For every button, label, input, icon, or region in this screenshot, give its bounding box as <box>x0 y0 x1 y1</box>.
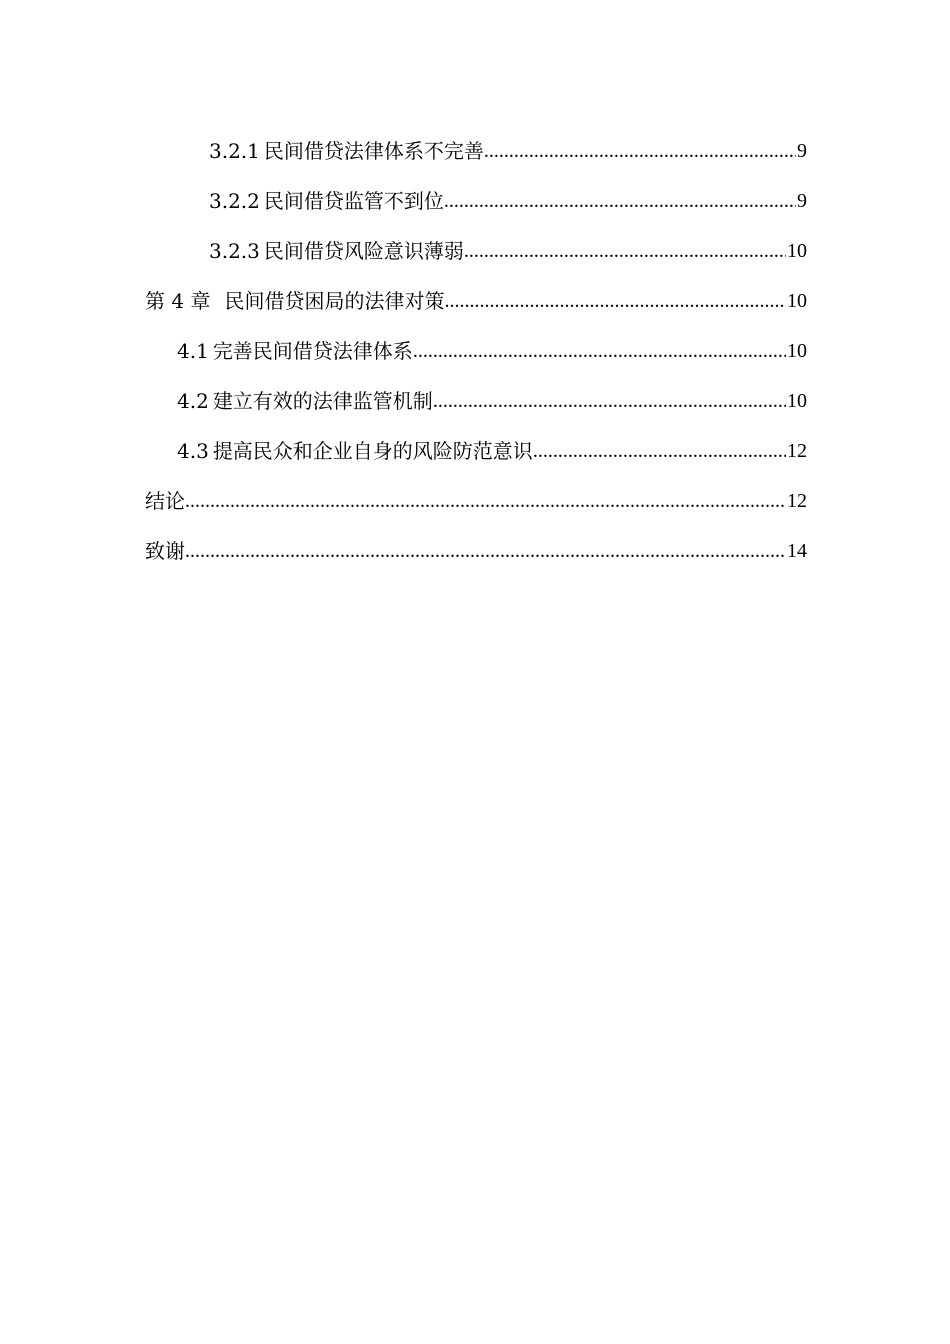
toc-entry-text: 提高民众和企业自身的风险防范意识 <box>212 439 533 463</box>
toc-entry-text: 完善民间借贷法律体系 <box>212 339 413 363</box>
toc-entry-number: 第 4 章 <box>145 289 211 313</box>
toc-page-number: 12 <box>787 490 807 512</box>
toc-entry-3-2-2[interactable] <box>145 176 807 226</box>
toc-entry-3-2-1[interactable] <box>145 126 807 176</box>
toc-entry-title <box>209 126 484 176</box>
toc-entry-title <box>145 476 185 526</box>
toc-dot-leader <box>484 126 796 176</box>
toc-page-number: 9 <box>797 190 807 212</box>
toc-entry-number: 4.3 <box>177 439 209 463</box>
toc-entry-text: 建立有效的法律监管机制 <box>212 389 433 413</box>
toc-entry-number: 3.2.3 <box>209 239 260 263</box>
toc-page-number: 10 <box>787 240 807 262</box>
toc-entry-3-2-3[interactable] <box>145 226 807 276</box>
toc-page-number: 12 <box>787 440 807 462</box>
toc-entry-text: 致谢 <box>145 539 185 563</box>
toc-dot-leader <box>185 526 786 576</box>
toc-entry-4-2[interactable] <box>145 376 807 426</box>
toc-page-number: 10 <box>787 290 807 312</box>
toc-entry-acknowledgements[interactable] <box>145 526 807 576</box>
toc-entry-title <box>177 426 533 476</box>
toc-entry-title <box>209 176 444 226</box>
toc-dot-leader <box>533 426 786 476</box>
toc-entry-title <box>177 376 433 426</box>
toc-entry-text: 民间借贷监管不到位 <box>263 189 444 213</box>
toc-entry-title <box>145 526 185 576</box>
toc-entry-text: 民间借贷困局的法律对策 <box>224 289 445 313</box>
toc-entry-number: 4.1 <box>177 339 209 363</box>
toc-entry-title <box>145 276 444 326</box>
toc-entry-number: 3.2.1 <box>209 139 260 163</box>
toc-page-number: 9 <box>797 140 807 162</box>
toc-entry-text: 结论 <box>145 489 185 513</box>
toc-entry-number: 3.2.2 <box>209 189 260 213</box>
table-of-contents <box>145 126 807 576</box>
toc-entry-4-1[interactable] <box>145 326 807 376</box>
toc-entry-4-3[interactable] <box>145 426 807 476</box>
toc-dot-leader <box>413 326 786 376</box>
toc-dot-leader <box>185 476 786 526</box>
toc-entry-title <box>209 226 464 276</box>
toc-entry-text: 民间借贷风险意识薄弱 <box>263 239 464 263</box>
toc-dot-leader <box>444 276 786 326</box>
toc-entry-chapter-4[interactable] <box>145 276 807 326</box>
toc-dot-leader <box>464 226 786 276</box>
toc-dot-leader <box>444 176 796 226</box>
toc-entry-number: 4.2 <box>177 389 209 413</box>
toc-dot-leader <box>433 376 786 426</box>
toc-page-number: 10 <box>787 340 807 362</box>
toc-entry-text: 民间借贷法律体系不完善 <box>263 139 484 163</box>
toc-page-number: 10 <box>787 390 807 412</box>
toc-page-number: 14 <box>787 540 807 562</box>
toc-entry-title <box>177 326 413 376</box>
toc-entry-conclusion[interactable] <box>145 476 807 526</box>
